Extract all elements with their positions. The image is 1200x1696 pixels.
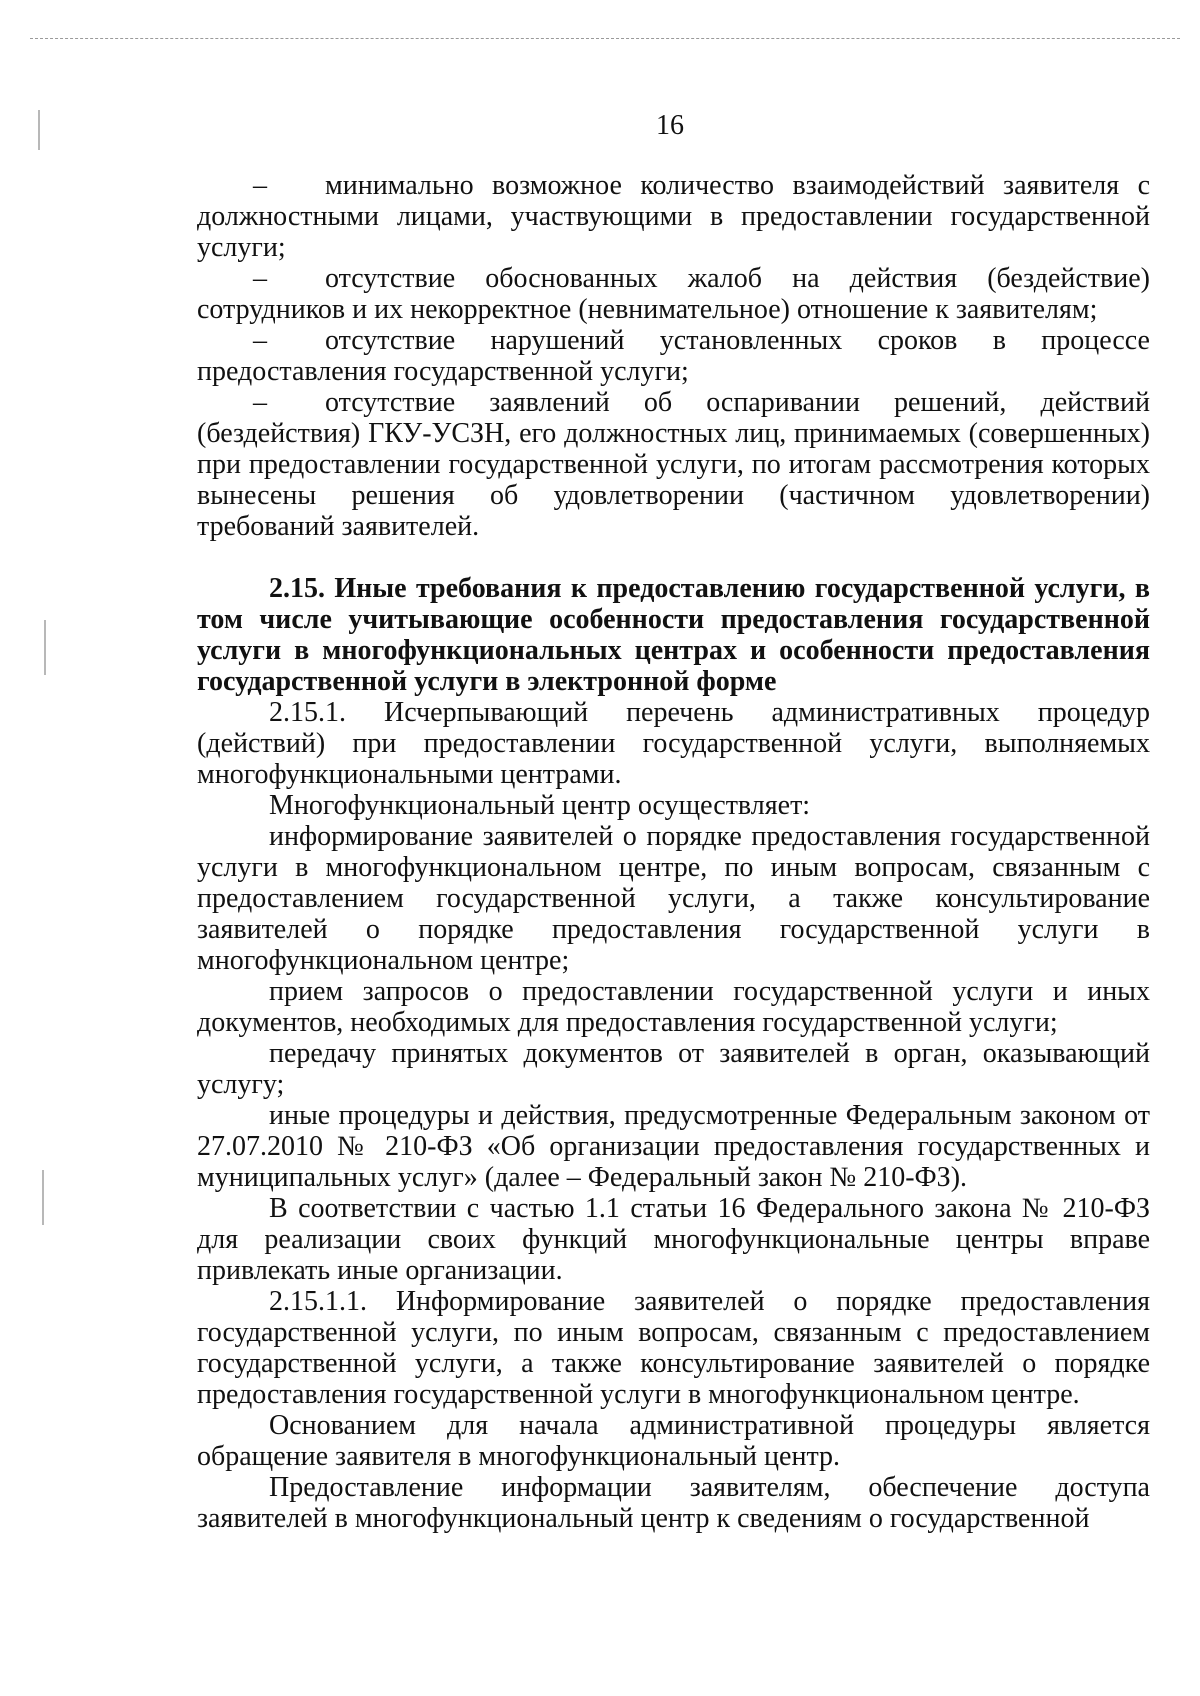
paragraph: Основанием для начала административной процедуры является обращение заявителя в многофункциональный центр.	[197, 1410, 1150, 1472]
section-heading: 2.15. Иные требования к предоставлению государственной услуги, в том числе учитывающие особенности предоставления государственной услуги в многофункциональных центрах и особенности предоставления государственной услуги в электронной форме	[197, 573, 1150, 697]
paragraph: В соответствии с частью 1.1 статьи 16 Федерального закона № 210-ФЗ для реализации своих функций многофункциональные центры вправе привлекать иные организации.	[197, 1193, 1150, 1286]
list-item-text: отсутствие заявлений об оспаривании решений, действий (бездействия) ГКУ-УСЗН, его должностных лиц, принимаемых (совершенных) при предоставлении государственной услуги, по итогам рассмотрения которых вынесены решения об удовлетворении (частичном удовлетворении) требований заявителей.	[197, 387, 1150, 542]
paragraph: передачу принятых документов от заявителей в орган, оказывающий услугу;	[197, 1038, 1150, 1100]
list-item	[197, 170, 1150, 263]
document-body	[197, 170, 1150, 1534]
paragraph: прием запросов о предоставлении государственной услуги и иных документов, необходимых для предоставления государственной услуги;	[197, 976, 1150, 1038]
list-item	[197, 263, 1150, 325]
dash-marker: –	[253, 263, 267, 294]
list-item	[197, 387, 1150, 542]
scan-speck	[42, 1170, 44, 1225]
list-item-text: минимально возможное количество взаимодействий заявителя с должностными лицами, участвующими в предоставлении государственной услуги;	[197, 170, 1150, 263]
paragraph: 2.15.1. Исчерпывающий перечень административных процедур (действий) при предоставлении государственной услуги, выполняемых многофункциональными центрами.	[197, 697, 1150, 790]
page-number: 16	[656, 110, 684, 141]
list-item-text: отсутствие нарушений установленных сроков в процессе предоставления государственной услуги;	[197, 325, 1150, 387]
scan-edge-line	[30, 38, 1180, 39]
paragraph: информирование заявителей о порядке предоставления государственной услуги в многофункциональном центре, по иным вопросам, связанным с предоставлением государственной услуги, а также консультирование заявителей о порядке предоставления государственной услуги в многофункциональном центре;	[197, 821, 1150, 976]
list-item-text: отсутствие обоснованных жалоб на действия (бездействие) сотрудников и их некорректное (невнимательное) отношение к заявителям;	[197, 263, 1150, 325]
paragraph: иные процедуры и действия, предусмотренные Федеральным законом от 27.07.2010 № 210-ФЗ «Об организации предоставления государственных и муниципальных услуг» (далее – Федеральный закон № 210-ФЗ).	[197, 1100, 1150, 1193]
dash-marker: –	[253, 387, 267, 418]
list-item	[197, 325, 1150, 387]
scan-speck	[44, 620, 46, 675]
dash-marker: –	[253, 170, 267, 201]
paragraph: Многофункциональный центр осуществляет:	[269, 790, 811, 821]
dash-marker: –	[253, 325, 267, 356]
paragraph: 2.15.1.1. Информирование заявителей о порядке предоставления государственной услуги, по иным вопросам, связанным с предоставлением государственной услуги, а также консультирование заявителей о порядке предоставления государственной услуги в многофункциональном центре.	[197, 1286, 1150, 1410]
paragraph: Предоставление информации заявителям, обеспечение доступа заявителей в многофункциональный центр к сведениям о государственной	[197, 1472, 1150, 1534]
